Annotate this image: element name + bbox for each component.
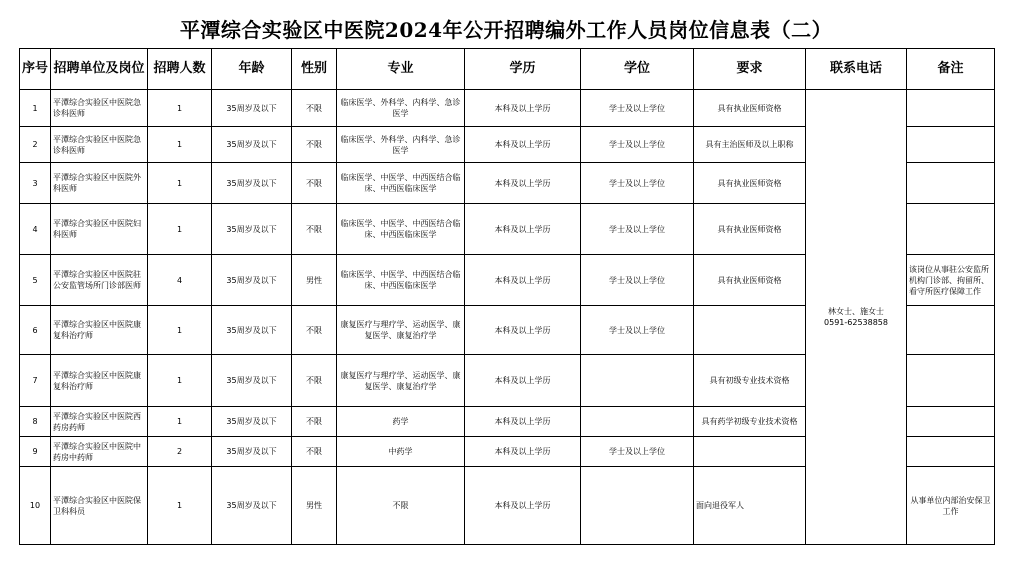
cell-unit: 平潭综合实验区中医院急诊科医师: [51, 90, 148, 127]
cell-requirement: 具有主治医师及以上职称: [694, 127, 806, 163]
cell-education: 本科及以上学历: [465, 204, 581, 255]
cell-education: 本科及以上学历: [465, 306, 581, 355]
cell-requirement: 具有初级专业技术资格: [694, 355, 806, 407]
cell-degree: 学士及以上学位: [581, 255, 694, 306]
cell-gender: 不限: [292, 407, 337, 437]
cell-seq: 2: [20, 127, 51, 163]
cell-count: 1: [148, 127, 212, 163]
cell-education: 本科及以上学历: [465, 90, 581, 127]
cell-gender: 不限: [292, 163, 337, 204]
cell-gender: 不限: [292, 90, 337, 127]
cell-count: 1: [148, 204, 212, 255]
cell-gender: 不限: [292, 204, 337, 255]
cell-remark: [907, 163, 995, 204]
cell-education: 本科及以上学历: [465, 163, 581, 204]
cell-remark: [907, 306, 995, 355]
cell-unit: 平潭综合实验区中医院康复科治疗师: [51, 355, 148, 407]
cell-unit: 平潭综合实验区中医院保卫科科员: [51, 467, 148, 545]
cell-requirement: [694, 306, 806, 355]
cell-degree: [581, 407, 694, 437]
cell-requirement: 面向退役军人: [694, 467, 806, 545]
cell-seq: 7: [20, 355, 51, 407]
cell-education: 本科及以上学历: [465, 467, 581, 545]
cell-unit: 平潭综合实验区中医院妇科医师: [51, 204, 148, 255]
cell-count: 1: [148, 467, 212, 545]
header-education: 学历: [465, 49, 581, 90]
cell-major: 临床医学、中医学、中西医结合临床、中西医临床医学: [337, 204, 465, 255]
table-row: [20, 90, 995, 127]
cell-age: 35周岁及以下: [212, 407, 292, 437]
contact-names: 林女士、施女士: [828, 307, 884, 316]
cell-remark: [907, 127, 995, 163]
cell-seq: 6: [20, 306, 51, 355]
cell-requirement: 具有执业医师资格: [694, 163, 806, 204]
cell-age: 35周岁及以下: [212, 255, 292, 306]
cell-major: 康复医疗与理疗学、运动医学、康复医学、康复治疗学: [337, 306, 465, 355]
cell-age: 35周岁及以下: [212, 127, 292, 163]
cell-education: 本科及以上学历: [465, 407, 581, 437]
cell-remark: 从事单位内部治安保卫工作: [907, 467, 995, 545]
cell-degree: [581, 355, 694, 407]
table-header-row: [20, 49, 995, 90]
cell-degree: 学士及以上学位: [581, 437, 694, 467]
cell-remark: [907, 355, 995, 407]
header-seq: 序号: [20, 49, 51, 90]
cell-gender: 男性: [292, 467, 337, 545]
cell-requirement: 具有执业医师资格: [694, 204, 806, 255]
cell-remark: [907, 204, 995, 255]
cell-major: 康复医疗与理疗学、运动医学、康复医学、康复治疗学: [337, 355, 465, 407]
cell-education: 本科及以上学历: [465, 437, 581, 467]
cell-seq: 9: [20, 437, 51, 467]
cell-requirement: 具有药学初级专业技术资格: [694, 407, 806, 437]
job-info-table: [19, 48, 995, 545]
cell-gender: 不限: [292, 355, 337, 407]
cell-unit: 平潭综合实验区中医院急诊科医师: [51, 127, 148, 163]
cell-count: 1: [148, 355, 212, 407]
cell-count: 1: [148, 407, 212, 437]
cell-seq: 8: [20, 407, 51, 437]
cell-gender: 不限: [292, 306, 337, 355]
cell-gender: 不限: [292, 437, 337, 467]
cell-age: 35周岁及以下: [212, 437, 292, 467]
cell-remark: [907, 90, 995, 127]
cell-education: 本科及以上学历: [465, 355, 581, 407]
cell-gender: 男性: [292, 255, 337, 306]
cell-count: 2: [148, 437, 212, 467]
header-phone: 联系电话: [806, 49, 907, 90]
cell-degree: [581, 467, 694, 545]
cell-unit: 平潭综合实验区中医院外科医师: [51, 163, 148, 204]
cell-gender: 不限: [292, 127, 337, 163]
cell-degree: 学士及以上学位: [581, 90, 694, 127]
cell-unit: 平潭综合实验区中医院中药房中药师: [51, 437, 148, 467]
cell-major: 临床医学、外科学、内科学、急诊医学: [337, 90, 465, 127]
header-count: 招聘人数: [148, 49, 212, 90]
header-age: 年龄: [212, 49, 292, 90]
cell-requirement: [694, 437, 806, 467]
cell-seq: 5: [20, 255, 51, 306]
header-remark: 备注: [907, 49, 995, 90]
header-gender: 性别: [292, 49, 337, 90]
cell-remark: 该岗位从事驻公安监所机构门诊部、拘留所、看守所医疗保障工作: [907, 255, 995, 306]
header-major: 专业: [337, 49, 465, 90]
cell-degree: 学士及以上学位: [581, 306, 694, 355]
cell-unit: 平潭综合实验区中医院西药房药师: [51, 407, 148, 437]
cell-age: 35周岁及以下: [212, 163, 292, 204]
cell-unit: 平潭综合实验区中医院驻公安监管场所门诊部医师: [51, 255, 148, 306]
cell-requirement: 具有执业医师资格: [694, 255, 806, 306]
cell-seq: 3: [20, 163, 51, 204]
header-degree: 学位: [581, 49, 694, 90]
cell-age: 35周岁及以下: [212, 306, 292, 355]
header-unit: 招聘单位及岗位: [51, 49, 148, 90]
cell-count: 1: [148, 306, 212, 355]
cell-age: 35周岁及以下: [212, 204, 292, 255]
cell-major: 中药学: [337, 437, 465, 467]
cell-degree: 学士及以上学位: [581, 163, 694, 204]
cell-seq: 10: [20, 467, 51, 545]
cell-unit: 平潭综合实验区中医院康复科治疗师: [51, 306, 148, 355]
cell-major: 不限: [337, 467, 465, 545]
cell-age: 35周岁及以下: [212, 467, 292, 545]
cell-seq: 1: [20, 90, 51, 127]
page-title: 平潭综合实验区中医院2024年公开招聘编外工作人员岗位信息表（二）: [179, 18, 833, 42]
cell-education: 本科及以上学历: [465, 255, 581, 306]
cell-major: 临床医学、中医学、中西医结合临床、中西医临床医学: [337, 255, 465, 306]
cell-count: 1: [148, 163, 212, 204]
header-requirement: 要求: [694, 49, 806, 90]
contact-phone: 0591-62538858: [824, 318, 888, 327]
cell-requirement: 具有执业医师资格: [694, 90, 806, 127]
cell-contact: [806, 90, 907, 545]
cell-major: 临床医学、外科学、内科学、急诊医学: [337, 127, 465, 163]
cell-count: 4: [148, 255, 212, 306]
cell-education: 本科及以上学历: [465, 127, 581, 163]
cell-remark: [907, 407, 995, 437]
cell-seq: 4: [20, 204, 51, 255]
cell-degree: 学士及以上学位: [581, 204, 694, 255]
cell-major: 药学: [337, 407, 465, 437]
cell-age: 35周岁及以下: [212, 355, 292, 407]
cell-count: 1: [148, 90, 212, 127]
cell-major: 临床医学、中医学、中西医结合临床、中西医临床医学: [337, 163, 465, 204]
cell-remark: [907, 437, 995, 467]
cell-age: 35周岁及以下: [212, 90, 292, 127]
cell-degree: 学士及以上学位: [581, 127, 694, 163]
